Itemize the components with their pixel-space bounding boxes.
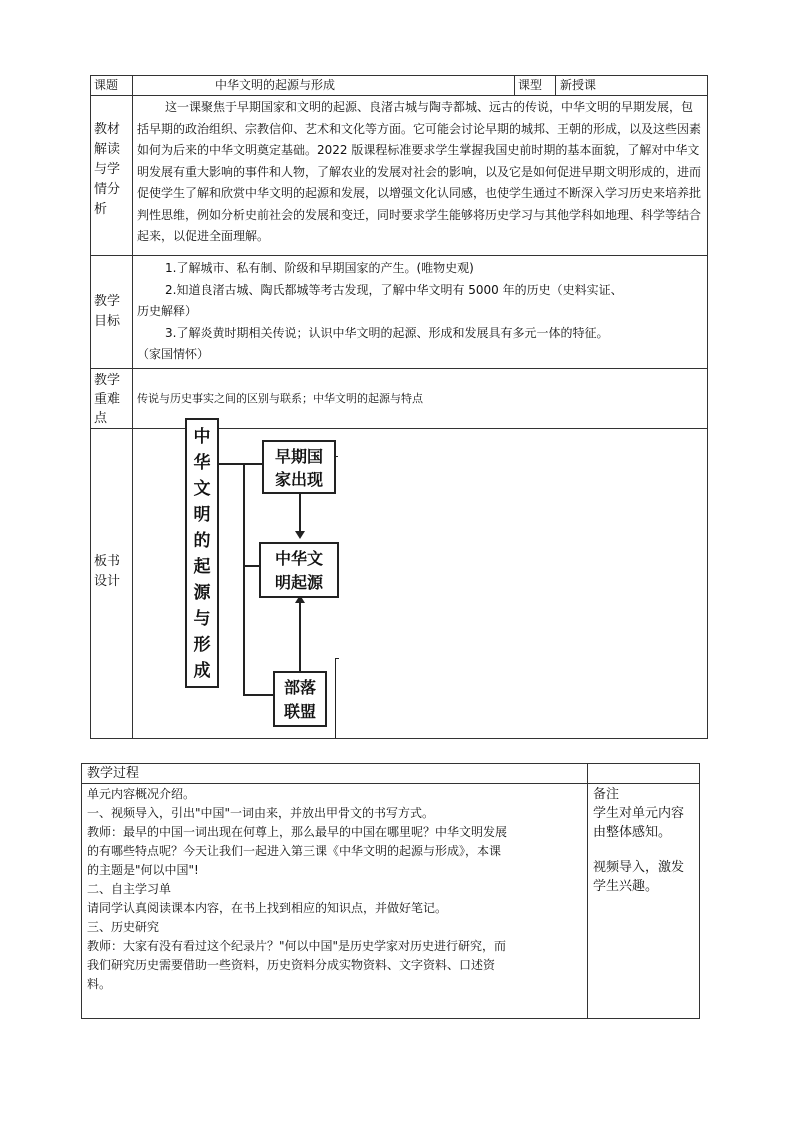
notes-2: 视频导入，激发: [593, 860, 685, 875]
process-line: 二、自主学习单: [87, 882, 172, 896]
process-header-empty: [588, 764, 700, 784]
goal-2-cont: 历史解释）: [137, 304, 198, 318]
box-tribal-alliance-line2: 联盟: [283, 702, 316, 721]
arrow-down-icon: [295, 531, 305, 539]
teaching-process-table: [81, 763, 700, 1019]
title-char: 文: [193, 479, 211, 499]
notes-1: 学生对单元内容: [593, 806, 685, 821]
connector-line: [336, 456, 338, 457]
analysis-label: 教材解读与学情分析: [91, 96, 133, 256]
box-tribal-alliance-line1: 部落: [283, 678, 316, 697]
box-civilization-origin: [259, 542, 339, 598]
process-line: 的主题是"何以中国"!: [87, 863, 199, 877]
process-header: 教学过程: [82, 764, 588, 784]
process-line: 的有哪些特点呢？今天让我们一起进入第三课《中华文明的起源与形成》，本课: [87, 844, 502, 858]
goal-2: 2.知道良渚古城、陶氏都城等考古发现，了解中华文明有 5000 年的历史（史料实证、: [165, 282, 623, 297]
analysis-text: 这一课聚焦于早期国家和文明的起源、良渚古城与陶寺都城、远古的传说，中华文明的早期发展，包括早期的政治组织、宗教信仰、艺术和文化等方面。它可能会讨论早期的城邦、王朝的形成，以及这些因素如何为后来的中华文明奠定基础。2022 版课程标准要求学生掌握我国史前时期的基本面貌，了解对中华文明发展有重大影响的事件和人物，了解农业的发展对社会的影响，以及它是如何促进早期文明形成的，进而促使学生了解和欣赏中华文明的起源和发展，以增强文化认同感，也使学生通过不断深入学习历史来培养批判性思维，例如分析史前社会的发展和变迁，同时要求学生能够将历史学习与其他学科如地理、科学等结合起来，以促进全面理解。: [137, 100, 702, 243]
topic-value: 中华文明的起源与形成: [133, 76, 515, 96]
title-char: 源: [193, 583, 211, 603]
connector-line: [243, 565, 259, 567]
goal-1: 1.了解城市、私有制、阶级和早期国家的产生。(唯物史观): [165, 261, 474, 275]
board-title-box: [185, 418, 219, 688]
connector-line: [243, 694, 273, 696]
title-char: 明: [193, 505, 211, 525]
goals-label: 教学目标: [91, 256, 133, 369]
title-char: 的: [193, 531, 211, 551]
lesson-info-table: [90, 75, 708, 739]
process-line: 单元内容概况介绍。: [87, 787, 196, 801]
process-line: 教师：大家有没有看过这个纪录片？"何以中国"是历史学家对历史进行研究，而: [87, 939, 507, 953]
board-label: 板书设计: [91, 429, 133, 739]
process-line: 一、视频导入，引出"中国"一词由来，并放出甲骨文的书写方式。: [87, 806, 435, 820]
title-char: 与: [193, 609, 211, 629]
goal-3-cont: （家国情怀）: [137, 347, 210, 361]
notes-title: 备注: [593, 787, 620, 802]
title-char: 中: [193, 427, 211, 447]
connector-line: [219, 463, 262, 465]
process-line: 请同学认真阅读课本内容，在书上找到相应的知识点，并做好笔记。: [87, 901, 448, 915]
notes-1-cont: 由整体感知。: [593, 825, 672, 840]
arrow-line: [299, 601, 301, 671]
type-label: 课型: [515, 76, 556, 96]
keypoints-label: 教学重难点: [91, 369, 133, 429]
connector-line: [335, 658, 339, 659]
box-civilization-origin-line1: 中华文: [274, 549, 323, 568]
box-early-state-line2: 家出现: [274, 470, 323, 489]
process-line: 料。: [87, 977, 112, 991]
title-char: 起: [193, 557, 211, 577]
process-line: 三、历史研究: [87, 920, 160, 934]
arrow-line: [299, 494, 301, 534]
title-char: 形: [193, 635, 211, 655]
connector-line: [243, 463, 245, 695]
title-char: 华: [193, 453, 211, 473]
keypoints-text: 传说与历史事实之间的区别与联系；中华文明的起源与特点: [137, 392, 423, 405]
connector-line: [335, 658, 336, 738]
box-tribal-alliance: [273, 671, 327, 727]
process-line: 我们研究历史需要借助一些资料，历史资料分成实物资料、文字资料、口述资: [87, 958, 496, 972]
box-early-state: [262, 440, 336, 494]
box-early-state-line1: 早期国: [274, 447, 323, 466]
process-line: 教师：最早的中国一词出现在何尊上，那么最早的中国在哪里呢？中华文明发展: [87, 825, 508, 839]
topic-label: 课题: [91, 76, 133, 96]
title-char: 成: [193, 661, 211, 681]
type-value: 新授课: [556, 76, 708, 96]
board-diagram: [133, 429, 707, 737]
box-civilization-origin-line2: 明起源: [274, 573, 323, 592]
notes-2-cont: 学生兴趣。: [593, 879, 659, 894]
goal-3: 3.了解炎黄时期相关传说；认识中华文明的起源、形成和发展具有多元一体的特征。: [165, 325, 609, 340]
